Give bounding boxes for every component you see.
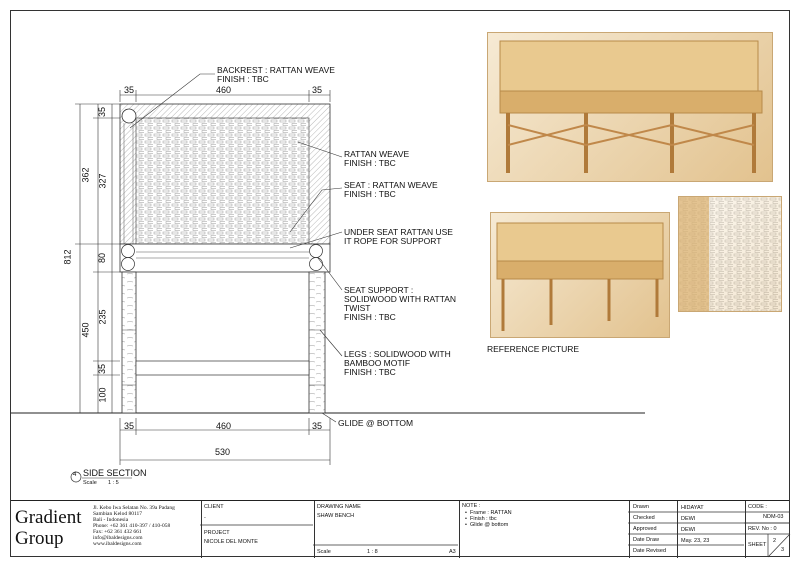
dim-bottom-right: 35 xyxy=(312,421,323,431)
code-label: CODE : xyxy=(748,504,767,510)
note-label: NOTE : xyxy=(462,503,481,509)
dim-bottom-left: 35 xyxy=(124,421,135,431)
stretcher xyxy=(136,361,309,375)
drawn-label: Drawn xyxy=(633,504,649,510)
callout-backrest: BACKREST : RATTAN WEAVE FINISH : TBC xyxy=(217,65,335,84)
section-scale-value: 1 : 5 xyxy=(108,480,119,486)
drawing-name-value: SHAW BENCH xyxy=(317,513,355,519)
note-list: • Frame : RATTAN • Finish : tbc • Glide @ bottom xyxy=(465,510,512,528)
client-label: CLIENT xyxy=(204,504,224,510)
dim-100: 100 xyxy=(97,387,108,403)
dim-top-right: 35 xyxy=(312,85,323,95)
project-value: NICOLE DEL MONTE xyxy=(204,539,258,545)
dim-80: 80 xyxy=(97,252,108,264)
checked-value: DEWI xyxy=(681,516,696,522)
date-revised-label: Date Revised xyxy=(633,548,667,554)
callout-seat: SEAT : RATTAN WEAVE FINISH : TBC xyxy=(344,180,438,199)
reference-caption: REFERENCE PICTURE xyxy=(487,344,580,354)
code-value: NDM-03 xyxy=(763,514,784,520)
client-value: - xyxy=(204,515,206,521)
date-draw-label: Date Draw xyxy=(633,537,659,543)
dim-top-left: 35 xyxy=(124,85,135,95)
reference-photo-detail xyxy=(678,196,782,312)
reference-photo-angle xyxy=(490,212,670,338)
weave-detail-icon xyxy=(679,197,781,311)
callout-rattan-weave: RATTAN WEAVE FINISH : TBC xyxy=(344,149,410,168)
backrest-weave xyxy=(136,118,309,244)
scale-value: 1 : 8 xyxy=(367,549,378,555)
dim-327: 327 xyxy=(97,173,108,189)
dim-lower: 450 xyxy=(80,322,91,338)
leg-left xyxy=(122,272,136,413)
dim-235: 235 xyxy=(97,309,108,325)
company-address: Jl. Kebo Iwa Selatan No. 39a Padang Sambian Kelod 80117 Bali - Indonesia Phone: +62 361 410-397 / 410-058 Fax: +62 361 432 661 info@ibaldesigns.com www.ibaldesigns.com xyxy=(93,505,175,547)
section-scale-label: Scale xyxy=(83,480,97,486)
bench-icon xyxy=(488,33,772,181)
date-draw-value: May. 23, 23 xyxy=(681,538,710,544)
section-number: 4 xyxy=(73,472,77,478)
leg-right xyxy=(309,272,325,413)
checked-label: Checked xyxy=(633,515,655,521)
callout-glide: GLIDE @ BOTTOM xyxy=(338,418,414,428)
company-logo-line2: Group xyxy=(15,528,64,549)
dim-bottom-mid: 460 xyxy=(216,421,232,431)
title-block xyxy=(10,500,790,557)
drawing-name-label: DRAWING NAME xyxy=(317,504,361,510)
paper-size: A3 xyxy=(449,549,456,555)
dim-35b: 35 xyxy=(97,363,108,375)
callout-under-seat: UNDER SEAT RATTAN USE IT ROPE FOR SUPPORT xyxy=(344,227,453,246)
project-label: PROJECT xyxy=(204,530,230,536)
callout-seat-support: SEAT SUPPORT : SOLIDWOOD WITH RATTAN TWIST FINISH : TBC xyxy=(344,285,457,322)
dim-upper: 362 xyxy=(80,167,91,183)
sheet-label: SHEET xyxy=(748,542,767,548)
reference-photo-front xyxy=(487,32,773,182)
sheet-total: 3 xyxy=(781,547,785,553)
scale-label: Scale xyxy=(317,549,331,555)
approved-value: DEWI xyxy=(681,527,696,533)
approved-label: Approved xyxy=(633,526,657,532)
company-logo-line1: Gradient xyxy=(15,507,82,528)
dim-35a: 35 xyxy=(97,106,108,118)
dim-total-height: 812 xyxy=(62,249,73,265)
dim-top-mid: 460 xyxy=(216,85,232,95)
section-title: SIDE SECTION xyxy=(83,468,147,478)
sheet-number: 2 xyxy=(773,538,777,544)
drawn-value: HIDAYAT xyxy=(681,505,704,511)
bench-angle-icon xyxy=(491,213,669,337)
rev-label: REV. No : 0 xyxy=(748,526,777,532)
callout-legs: LEGS : SOLIDWOOD WITH BAMBOO MOTIF FINISH : TBC xyxy=(344,349,451,377)
dim-overall-width: 530 xyxy=(215,447,231,457)
